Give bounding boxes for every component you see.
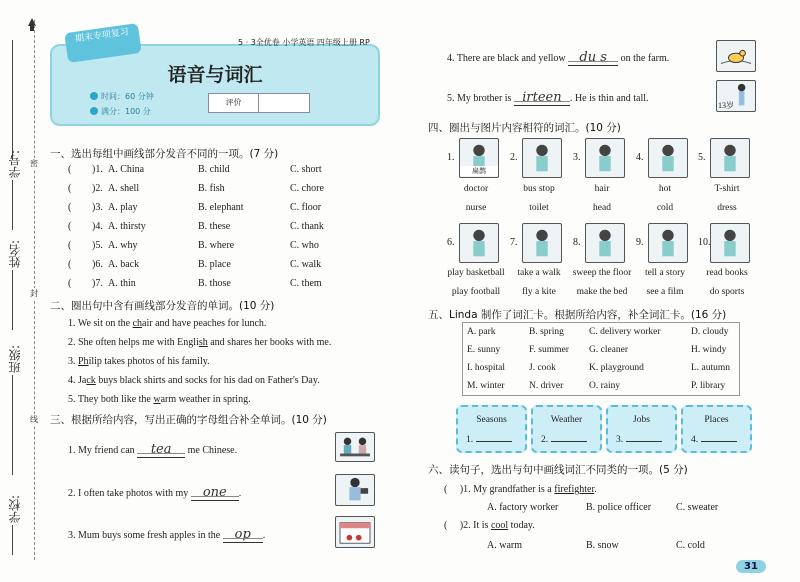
picture-number: 1. <box>447 152 455 163</box>
choice-word-1[interactable]: tell a story <box>644 268 686 278</box>
answer-paren[interactable]: ( <box>68 221 72 232</box>
picture-caption: 扁鹊 <box>460 166 498 176</box>
cut-mark: 封 <box>30 289 38 298</box>
choice-word-1[interactable]: sweep the floor <box>572 268 632 278</box>
option-c[interactable]: C. floor <box>290 202 322 213</box>
choice-word-2[interactable]: dress <box>717 203 737 213</box>
page-title: 语音与词汇 <box>167 64 263 86</box>
option-a[interactable]: A. back <box>108 259 140 270</box>
item-number: )5. <box>92 240 103 251</box>
cut-mark: 线 <box>30 415 38 424</box>
category-answer[interactable]: 2. <box>541 435 587 445</box>
fill-item-5: 5. My brother is irteen . He is thin and tall. <box>447 90 649 105</box>
option-b[interactable]: B. fish <box>198 183 225 194</box>
vocab-picture <box>710 223 750 263</box>
sentence-1: 1. We sit on the chair and have peaches for lunch. <box>68 318 267 329</box>
word-bank-item: F. summer <box>529 345 569 355</box>
vocab-picture <box>710 138 750 178</box>
option-c[interactable]: C. who <box>290 240 319 251</box>
choice-word-1[interactable]: play basketball <box>447 268 505 278</box>
choice-word-2[interactable]: play football <box>451 287 501 297</box>
category-card <box>456 405 527 453</box>
q1-option-c[interactable]: C. sweater <box>676 502 719 513</box>
farm-picture <box>716 40 756 72</box>
page-number: 31 <box>736 560 766 573</box>
answer-paren[interactable]: ( <box>68 183 72 194</box>
section-2-title: 二、圈出句中含有画线部分发音的单词。(10 分) <box>50 300 275 312</box>
teaching-picture <box>335 432 375 462</box>
picture-number: 6. <box>447 237 455 248</box>
choice-word-2[interactable]: cold <box>656 203 674 213</box>
word-bank-item: L. autumn <box>691 363 731 373</box>
option-b[interactable]: B. place <box>198 259 231 270</box>
choice-word-1[interactable]: hair <box>594 184 610 194</box>
option-c[interactable]: C. them <box>290 278 322 289</box>
rocket-icon <box>26 18 38 34</box>
item-number: )6. <box>92 259 103 270</box>
age-label: 13岁 <box>718 101 734 110</box>
name-label: 姓名: <box>8 240 22 269</box>
review-badge: 期末专项复习 <box>64 23 141 63</box>
word-bank-item: G. cleaner <box>589 345 629 355</box>
word-bank-item: O. rainy <box>589 381 621 391</box>
q2-option-b[interactable]: B. snow <box>586 540 619 551</box>
fill-item-2: 2. I often take photos with my one . <box>68 485 242 500</box>
choice-word-1[interactable]: doctor <box>463 184 489 194</box>
picture-number: 10. <box>698 237 711 248</box>
item-number: )3. <box>92 202 103 213</box>
q2-option-c[interactable]: C. cold <box>676 540 705 551</box>
option-c[interactable]: C. short <box>290 164 322 175</box>
choice-word-2[interactable]: head <box>593 203 611 213</box>
word-bank-item: P. library <box>691 381 726 391</box>
binding-margin <box>0 0 46 582</box>
option-a[interactable]: A. China <box>108 164 145 175</box>
shop-picture <box>335 516 375 548</box>
choice-word-2[interactable]: toilet <box>529 203 549 213</box>
category-answer[interactable]: 4. <box>691 435 737 445</box>
vocabulary-cards <box>456 405 752 453</box>
fill-item-3: 3. Mum buys some fresh apples in the op . <box>68 527 266 542</box>
item-number: )1. <box>92 164 103 175</box>
picture-number: 7. <box>510 237 518 248</box>
picture-number: 4. <box>636 152 644 163</box>
vocab-picture <box>648 138 688 178</box>
word-bank-item: N. driver <box>529 381 564 391</box>
answer-blank[interactable]: du s <box>568 50 618 66</box>
category-title: Seasons <box>476 415 507 425</box>
sentence-5: 5. They both like the warm weather in spring. <box>68 394 251 405</box>
vocab-picture <box>522 223 562 263</box>
picture-number: 2. <box>510 152 518 163</box>
school-label: 学校: <box>8 495 22 524</box>
category-answer[interactable]: 1. <box>466 435 512 445</box>
category-card <box>606 405 677 453</box>
choice-word-1[interactable]: bus stop <box>523 184 555 194</box>
q1-option-b[interactable]: B. police officer <box>586 502 652 513</box>
word-bank-item: B. spring <box>529 327 564 337</box>
choice-word-1[interactable]: hot <box>658 184 672 194</box>
picture-number: 8. <box>573 237 581 248</box>
category-answer[interactable]: 3. <box>616 435 662 445</box>
section-6-title: 六、读句子，选出与句中画线词汇不同类的一项。(5 分) <box>428 464 688 476</box>
option-b[interactable]: B. these <box>198 221 231 232</box>
fill-item-1: 1. My friend can tea me Chinese. <box>68 442 238 457</box>
option-a[interactable]: A. thirsty <box>108 221 146 232</box>
vocab-picture <box>459 138 499 178</box>
answer-paren[interactable]: ( <box>68 202 72 213</box>
item-number: )2. <box>92 183 103 194</box>
choice-word-2[interactable]: nurse <box>465 203 487 213</box>
sentence-2: 2. She often helps me with English and shares her books with me. <box>68 337 332 348</box>
option-a[interactable]: A. why <box>108 240 138 251</box>
clock-icon <box>90 92 98 100</box>
option-b[interactable]: B. elephant <box>198 202 244 213</box>
answer-paren[interactable]: ( <box>68 164 72 175</box>
score-icon <box>90 107 98 115</box>
vocab-picture <box>648 223 688 263</box>
section-3-title: 三、根据所给内容，写出正确的字母组合补全单词。(10 分) <box>50 414 327 426</box>
vocab-picture <box>459 223 499 263</box>
full-score: 满分：100 分 <box>90 106 151 117</box>
category-title: Places <box>704 415 729 425</box>
section-5-title: 五、Linda 制作了词汇卡。根据所给内容，补全词汇卡。(16 分) <box>428 309 727 321</box>
cut-mark: 密 <box>30 159 38 168</box>
q2-option-a[interactable]: A. warm <box>487 540 522 551</box>
series-label: 5 · 3全优卷 小学英语 四年级上册 RP <box>238 38 370 47</box>
vocab-picture <box>585 138 625 178</box>
category-card <box>681 405 752 453</box>
word-bank-item: D. cloudy <box>691 327 729 337</box>
word-bank-item: A. park <box>467 327 496 337</box>
time-limit: 时间：60 分钟 <box>90 91 154 102</box>
answer-paren[interactable]: ( <box>68 259 72 270</box>
option-b[interactable]: B. those <box>198 278 231 289</box>
option-b[interactable]: B. where <box>198 240 235 251</box>
word-bank-item: I. hospital <box>467 363 505 373</box>
class-label: 班级: <box>8 345 22 374</box>
word-bank-item: C. delivery worker <box>589 327 661 337</box>
option-c[interactable]: C. walk <box>290 259 322 270</box>
answer-blank[interactable]: one <box>191 485 239 501</box>
option-c[interactable]: C. thank <box>290 221 324 232</box>
option-c[interactable]: C. chore <box>290 183 324 194</box>
choice-word-2[interactable]: do sports <box>709 287 745 297</box>
answer-paren[interactable]: ( <box>68 240 72 251</box>
choice-word-2[interactable]: make the bed <box>576 287 628 297</box>
category-title: Jobs <box>633 415 650 425</box>
q1-option-a[interactable]: A. factory worker <box>487 502 559 513</box>
option-a[interactable]: A. shell <box>108 183 140 194</box>
item-number: )7. <box>92 278 103 289</box>
item-number: )4. <box>92 221 103 232</box>
answer-blank[interactable]: op <box>223 527 263 543</box>
student-id-label: 学号: <box>8 150 22 179</box>
category-card <box>531 405 602 453</box>
sentence-3: 3. Philip takes photos of his family. <box>68 356 210 367</box>
option-a[interactable]: A. thin <box>108 278 136 289</box>
choice-word-2[interactable]: see a film <box>646 287 684 297</box>
evaluation-box[interactable]: 评价 <box>208 93 310 113</box>
choice-word-1[interactable]: read books <box>706 268 748 278</box>
choice-word-1[interactable]: take a walk <box>517 268 561 278</box>
word-bank-item: H. windy <box>691 345 727 355</box>
category-title: Weather <box>550 415 583 425</box>
picture-number: 9. <box>636 237 644 248</box>
section-1-title: 一、选出每组中画线部分发音不同的一项。(7 分) <box>50 148 279 160</box>
word-bank <box>462 322 740 396</box>
picture-number: 5. <box>698 152 706 163</box>
answer-blank[interactable]: tea <box>137 442 185 458</box>
vocab-picture <box>585 223 625 263</box>
choice-word-2[interactable]: fly a kite <box>522 287 556 297</box>
word-bank-item: K. playground <box>589 363 644 373</box>
word-bank-item: J. cook <box>529 363 556 373</box>
question-2: ( )2. It is cool today. <box>444 520 535 531</box>
fill-item-4: 4. There are black and yellow du s on the farm. <box>447 50 670 65</box>
vocab-picture <box>522 138 562 178</box>
sentence-4: 4. Jack buys black shirts and socks for his dad on Father's Day. <box>68 375 320 386</box>
picture-number: 3. <box>573 152 581 163</box>
word-bank-item: E. sunny <box>467 345 501 355</box>
word-bank-item: M. winter <box>467 381 505 391</box>
answer-blank[interactable]: irteen <box>514 90 570 106</box>
answer-paren[interactable]: ( <box>68 278 72 289</box>
section-4-title: 四、圈出与图片内容相符的词汇。(10 分) <box>428 122 621 134</box>
question-1: ( )1. My grandfather is a firefighter. <box>444 484 597 495</box>
option-a[interactable]: A. play <box>108 202 138 213</box>
camera-picture <box>335 474 375 506</box>
option-b[interactable]: B. child <box>198 164 230 175</box>
choice-word-1[interactable]: T-shirt <box>714 184 740 194</box>
